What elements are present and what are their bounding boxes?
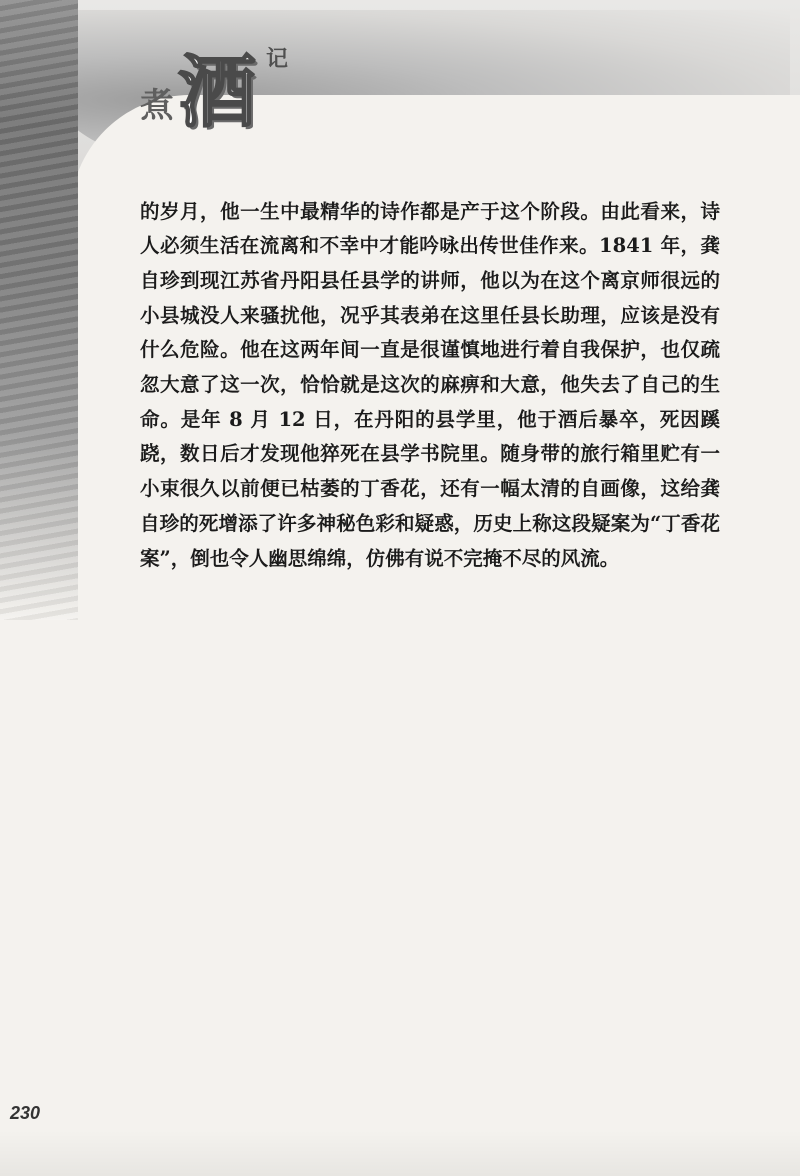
page-bottom-shade bbox=[0, 1130, 800, 1176]
logo-char-zhu: 煮 bbox=[140, 86, 175, 126]
section-logo bbox=[140, 30, 310, 138]
left-decorative-strip bbox=[0, 0, 78, 620]
body-paragraph: 的岁月，他一生中最精华的诗作都是产于这个阶段。由此看来，诗人必须生活在流离和不幸中才能吟咏出传世佳作来。1841 年，龚自珍到现江苏省丹阳县任县学的讲师，他以为在这个离京师很远的小县城没人来骚扰他，况乎其表弟在这里任县长助理，应该是没有什么危险。他在这两年间一直是很谨慎地进行着自我保护，也仅疏忽大意了这一次，恰恰就是这次的麻痹和大意，他失去了自己的生命。是年 8 月 12 日，在丹阳的县学里，他于酒后暴卒，死因蹊跷，数日后才发现他猝死在县学书院里。随身带的旅行箱里贮有一小束很久以前便已枯萎的丁香花，还有一幅太清的自画像，这给龚自珍的死增添了许多神秘色彩和疑惑，历史上称这段疑案为“丁香花案”，倒也令人幽思绵绵，仿佛有说不完掩不尽的风流。 bbox=[140, 199, 720, 570]
page-number: 230 bbox=[10, 1103, 41, 1123]
logo-char-jiu: 酒 bbox=[178, 47, 257, 138]
logo-char-ji: 记 bbox=[266, 46, 289, 72]
